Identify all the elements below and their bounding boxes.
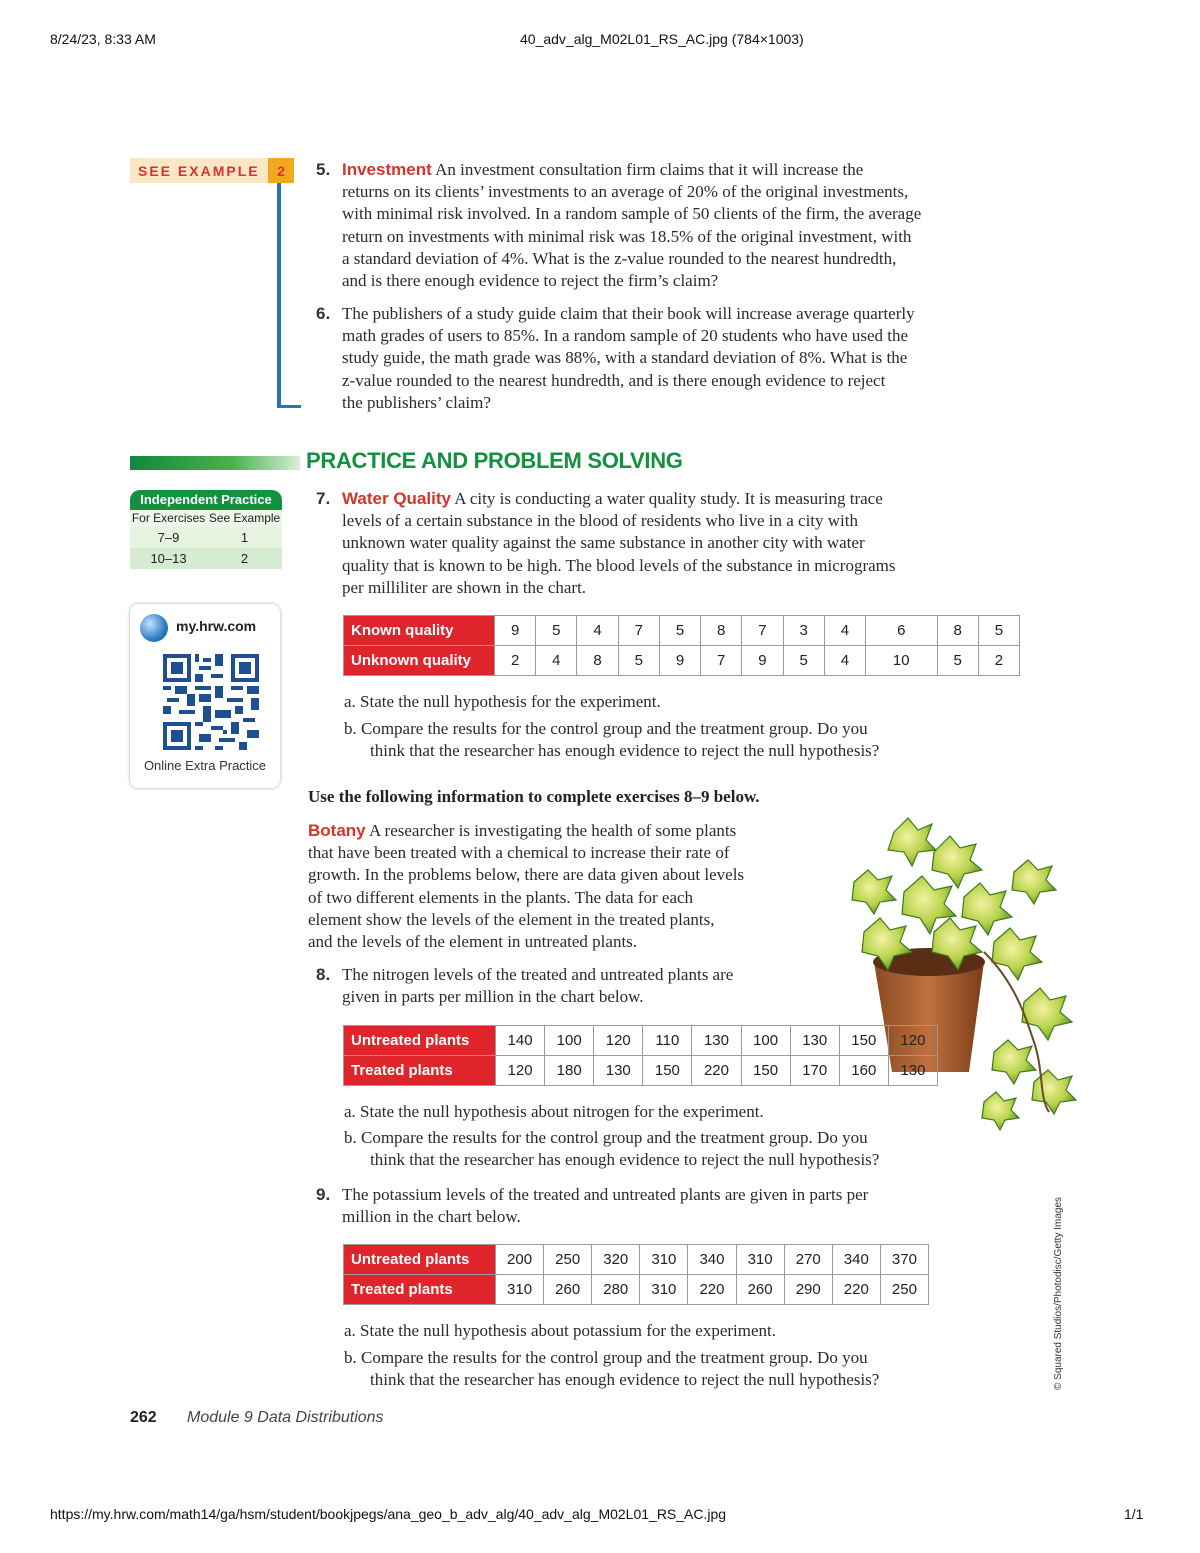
table-cell: 290 — [784, 1275, 832, 1305]
table-cell: 220 — [688, 1275, 736, 1305]
table-cell: 4 — [577, 616, 618, 646]
table-row — [344, 616, 1020, 646]
print-title: 40_adv_alg_M02L01_RS_AC.jpg (784×1003) — [520, 31, 804, 47]
text-line: math grades of users to 85%. In a random sample of 20 students who have used the — [342, 326, 909, 346]
table-cell: 130 — [888, 1056, 937, 1086]
table-cell: 250 — [880, 1275, 928, 1305]
table-cell: 120 — [594, 1026, 643, 1056]
module-title: Module 9 Data Distributions — [187, 1409, 384, 1426]
text-line: A city is conducting a water quality study. It is measuring trace — [454, 489, 883, 508]
see-example-tab[interactable] — [130, 158, 294, 183]
independent-practice-title: Independent Practice — [130, 490, 282, 510]
column-header: For Exercises — [131, 511, 206, 525]
text-line: The potassium levels of the treated and untreated plants are given in parts per — [342, 1185, 869, 1204]
exercise-7-part-b — [344, 718, 1070, 762]
text-line: think that the researcher has enough evidence to reject the null hypothesis? — [370, 741, 880, 760]
table-cell: 200 — [496, 1245, 544, 1275]
text-line: unknown water quality against the same substance in another city with water — [342, 533, 865, 553]
text-line: think that the researcher has enough evidence to reject the null hypothesis? — [370, 1370, 880, 1389]
table-cell: 7 — [742, 616, 783, 646]
table-cell: 4 — [536, 646, 577, 676]
see-example-number: 2 — [268, 158, 294, 183]
table-cell: 130 — [692, 1026, 741, 1056]
ivy-plant-photo — [834, 812, 1084, 1142]
text-line: given in parts per million in the chart below. — [342, 987, 644, 1007]
text-line: quality that is known to be high. The blood levels of the substance in micrograms — [342, 555, 896, 575]
exercise-topic: Investment — [342, 160, 432, 179]
table-cell: 260 — [544, 1275, 592, 1305]
table-cell: 220 — [692, 1056, 741, 1086]
text-line: z-value rounded to the nearest hundredth, and is there enough evidence to reject — [342, 370, 886, 390]
exercise-number: 7. — [316, 489, 331, 508]
table-cell: 4 — [824, 646, 865, 676]
photo-credit: © Squared Studios/Photodisc/Getty Images — [1053, 1196, 1064, 1390]
table-cell: 340 — [688, 1245, 736, 1275]
instructions-line: Use the following information to complete exercises 8–9 below. — [308, 787, 760, 806]
table-cell: 9 — [659, 646, 700, 676]
table-cell: 10 — [865, 646, 937, 676]
text-line: b. Compare the results for the control group and the treatment group. Do you — [344, 719, 868, 738]
exercise-number: 8. — [316, 965, 331, 984]
table-row — [344, 646, 1020, 676]
table-cell: 150 — [839, 1026, 888, 1056]
table-cell: 160 — [839, 1056, 888, 1086]
table-cell: 6 — [865, 616, 937, 646]
row-label: Unknown quality — [344, 646, 495, 676]
table-cell: 150 — [643, 1056, 692, 1086]
table-row — [344, 1275, 929, 1305]
table-cell: 2 — [495, 646, 536, 676]
table-cell: 8 — [937, 616, 978, 646]
table-cell: 5 — [618, 646, 659, 676]
exercise-topic: Water Quality — [342, 489, 451, 508]
qr-code-icon — [163, 654, 259, 750]
exercise-5 — [316, 159, 1036, 292]
table-cell: 5 — [659, 616, 700, 646]
table-cell: 3 — [783, 616, 824, 646]
table-cell: 5 — [783, 646, 824, 676]
table-row — [130, 548, 282, 569]
online-extra-practice-caption: Online Extra Practice — [143, 758, 267, 773]
exercise-7-part-a: a. State the null hypothesis for the experiment. — [344, 692, 661, 711]
exercise-9-part-a: a. State the null hypothesis about potassium for the experiment. — [344, 1321, 776, 1340]
table-cell: 4 — [824, 616, 865, 646]
example-bracket-foot — [277, 405, 301, 408]
nitrogen-table — [343, 1025, 938, 1086]
table-cell: 250 — [544, 1245, 592, 1275]
botany-intro — [308, 820, 848, 953]
table-cell: 7 — [701, 646, 742, 676]
table-cell: 5 — [536, 616, 577, 646]
text-line: and the levels of the element in untreated plants. — [308, 932, 638, 952]
exercise-6 — [316, 303, 1036, 414]
exercise-9-part-b — [344, 1347, 1070, 1391]
exercise-9 — [316, 1184, 1036, 1228]
water-quality-table — [343, 615, 1020, 676]
text-line: of two different elements in the plants. The data for each — [308, 887, 694, 907]
text-line: element show the levels of the element in the treated plants, — [308, 909, 715, 929]
text-line: returns on its clients’ investments to an average of 20% of the original investments, — [342, 182, 909, 202]
text-line: An investment consultation firm claims that it will increase the — [435, 160, 864, 179]
text-line: return on investments with minimal risk was 18.5% of the original investment, with — [342, 226, 912, 246]
text-line: a standard deviation of 4%. What is the z-value rounded to the nearest hundredth, — [342, 248, 897, 268]
exercise-8-part-a: a. State the null hypothesis about nitrogen for the experiment. — [344, 1102, 764, 1121]
table-cell: 120 — [888, 1026, 937, 1056]
table-cell: 150 — [741, 1056, 790, 1086]
text-line: think that the researcher has enough evidence to reject the null hypothesis? — [370, 1150, 880, 1169]
table-cell: 9 — [742, 646, 783, 676]
row-label: Untreated plants — [344, 1245, 496, 1275]
table-cell: 140 — [496, 1026, 545, 1056]
table-row — [344, 1026, 938, 1056]
example-bracket — [277, 183, 281, 408]
exercise-number: 6. — [316, 304, 331, 323]
table-cell: 180 — [545, 1056, 594, 1086]
exercise-number: 9. — [316, 1185, 331, 1204]
table-cell: 7 — [618, 616, 659, 646]
text-line: and is there enough evidence to reject the firm’s claim? — [342, 271, 719, 291]
text-line: million in the chart below. — [342, 1207, 521, 1227]
hrw-url[interactable]: my.hrw.com — [176, 618, 257, 634]
text-line: that have been treated with a chemical to increase their rate of — [308, 843, 730, 863]
table-row — [130, 527, 282, 548]
row-label: Known quality — [344, 616, 495, 646]
text-line: A researcher is investigating the health of some plants — [368, 821, 737, 840]
table-cell: 130 — [790, 1026, 839, 1056]
exercise-8 — [316, 964, 856, 1008]
table-cell: 170 — [790, 1056, 839, 1086]
table-cell: 110 — [643, 1026, 692, 1056]
print-datetime: 8/24/23, 8:33 AM — [50, 31, 156, 47]
text-line: b. Compare the results for the control group and the treatment group. Do you — [344, 1348, 868, 1367]
exercise-7 — [316, 488, 1036, 599]
row-label: Treated plants — [344, 1275, 496, 1305]
text-line: the publishers’ claim? — [342, 392, 491, 412]
see-example-label: SEE EXAMPLE — [138, 162, 260, 179]
table-cell: 100 — [741, 1026, 790, 1056]
print-url: https://my.hrw.com/math14/ga/hsm/student/bookjpegs/ana_geo_b_adv_alg/40_adv_alg_M02L01_RS_AC.jpg — [50, 1506, 727, 1522]
table-cell: 2 — [978, 646, 1019, 676]
table-cell: 10–13 — [130, 548, 207, 569]
table-cell: 1 — [207, 527, 282, 548]
section-bar — [130, 456, 300, 470]
table-cell: 280 — [592, 1275, 640, 1305]
table-cell: 5 — [937, 646, 978, 676]
table-cell: 320 — [592, 1245, 640, 1275]
table-row — [344, 1245, 929, 1275]
table-cell: 130 — [594, 1056, 643, 1086]
table-cell: 120 — [496, 1056, 545, 1086]
column-header: See Example — [208, 511, 281, 525]
table-cell: 310 — [496, 1275, 544, 1305]
independent-practice-box — [130, 490, 282, 594]
table-cell: 370 — [880, 1245, 928, 1275]
text-line: per milliliter are shown in the chart. — [342, 577, 587, 597]
table-row — [344, 1056, 938, 1086]
row-label: Untreated plants — [344, 1026, 496, 1056]
text-line: growth. In the problems below, there are data given about levels — [308, 865, 745, 885]
print-page-count: 1/1 — [1124, 1506, 1144, 1522]
table-cell: 8 — [701, 616, 742, 646]
exercise-8-part-b — [344, 1127, 1070, 1171]
table-cell: 310 — [736, 1245, 784, 1275]
table-cell: 260 — [736, 1275, 784, 1305]
table-cell: 310 — [640, 1275, 688, 1305]
text-line: study guide, the math grade was 88%, with a standard deviation of 8%. What is the — [342, 348, 908, 368]
table-cell: 100 — [545, 1026, 594, 1056]
online-practice-card[interactable] — [130, 604, 280, 788]
table-cell: 7–9 — [130, 527, 207, 548]
table-cell: 2 — [207, 548, 282, 569]
botany-topic: Botany — [308, 821, 366, 840]
table-cell: 310 — [640, 1245, 688, 1275]
table-cell: 340 — [832, 1245, 880, 1275]
independent-practice-table — [130, 510, 282, 569]
table-cell: 9 — [495, 616, 536, 646]
table-cell: 270 — [784, 1245, 832, 1275]
section-title: PRACTICE AND PROBLEM SOLVING — [306, 448, 683, 473]
text-line: The nitrogen levels of the treated and untreated plants are — [342, 965, 734, 984]
table-cell: 220 — [832, 1275, 880, 1305]
row-label: Treated plants — [344, 1056, 496, 1086]
text-line: b. Compare the results for the control group and the treatment group. Do you — [344, 1128, 868, 1147]
text-line: with minimal risk involved. In a random sample of 50 clients of the firm, the average — [342, 204, 922, 224]
globe-icon — [140, 614, 168, 642]
potassium-table — [343, 1244, 929, 1305]
text-line: The publishers of a study guide claim that their book will increase average quarterly — [342, 304, 915, 323]
table-cell: 8 — [577, 646, 618, 676]
table-cell: 5 — [978, 616, 1019, 646]
text-line: levels of a certain substance in the blood of residents who live in a city with — [342, 511, 859, 531]
page-number: 262 — [130, 1409, 157, 1426]
exercise-number: 5. — [316, 160, 331, 179]
